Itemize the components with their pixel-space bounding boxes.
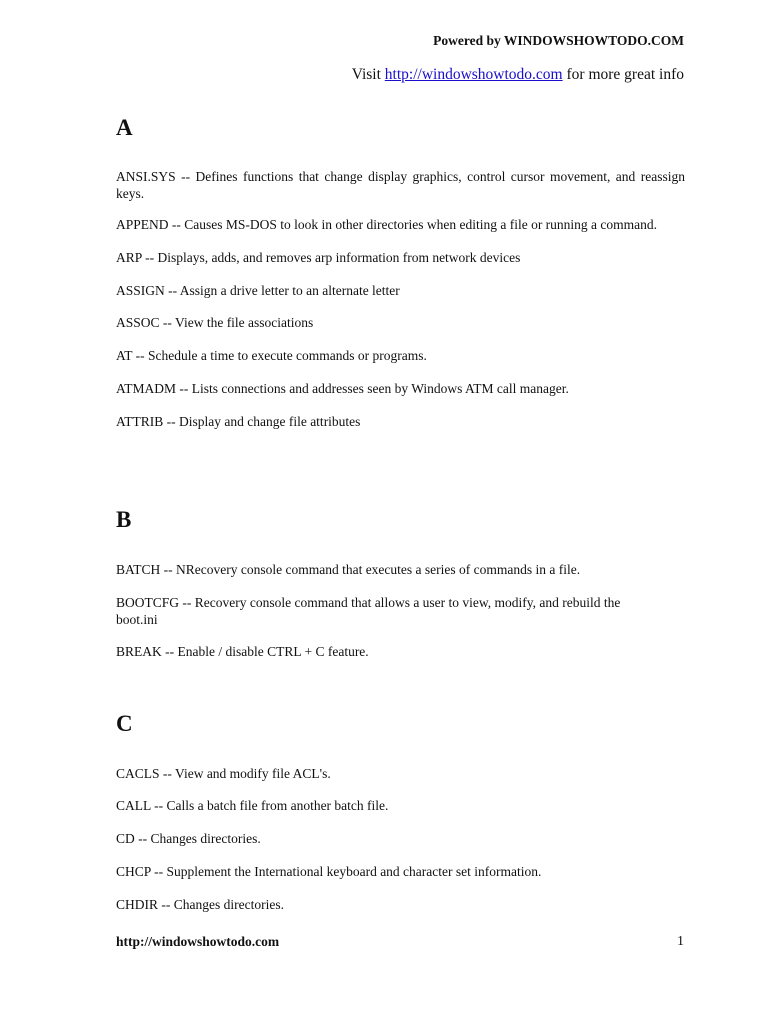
list-item: ATTRIB -- Display and change file attributes — [116, 414, 361, 429]
list-item: BATCH -- NRecovery console command that executes a series of commands in a file. — [116, 562, 581, 577]
header-visit-line — [352, 66, 684, 84]
list-item: BOOTCFG -- Recovery console command that allows a user to view, modify, and rebuild the boot.ini — [116, 595, 621, 627]
header-powered-by: Powered by WINDOWSHOWTODO.COM — [433, 33, 684, 48]
list-item: CACLS -- View and modify file ACL's. — [116, 766, 331, 781]
list-item: ASSIGN -- Assign a drive letter to an alternate letter — [116, 283, 400, 298]
list-item: ATMADM -- Lists connections and addresses seen by Windows ATM call manager. — [116, 381, 569, 396]
section-heading: B — [116, 507, 132, 532]
list-item: CHDIR -- Changes directories. — [116, 897, 284, 912]
list-item: BREAK -- Enable / disable CTRL + C feature. — [116, 644, 369, 659]
visit-prefix: Visit — [351, 66, 385, 83]
list-item: CD -- Changes directories. — [116, 831, 261, 846]
section-heading: C — [116, 711, 133, 736]
list-item: ARP -- Displays, adds, and removes arp information from network devices — [116, 250, 521, 265]
visit-suffix: for more great info — [562, 66, 684, 83]
page-number: 1 — [677, 934, 684, 949]
section-heading: A — [116, 115, 133, 140]
list-item: APPEND -- Causes MS-DOS to look in other directories when editing a file or running a command. — [116, 217, 658, 232]
list-item: CALL -- Calls a batch file from another batch file. — [116, 798, 389, 813]
footer-url: http://windowshowtodo.com — [116, 934, 280, 949]
list-item: CHCP -- Supplement the International keyboard and character set information. — [116, 864, 542, 879]
list-item: AT -- Schedule a time to execute commands or programs. — [116, 348, 427, 363]
list-item: ANSI.SYS -- Defines functions that change display graphics, control cursor movement, and reassign keys. — [116, 169, 685, 201]
visit-link[interactable]: http://windowshowtodo.com — [384, 66, 563, 83]
list-item: ASSOC -- View the file associations — [116, 315, 314, 330]
